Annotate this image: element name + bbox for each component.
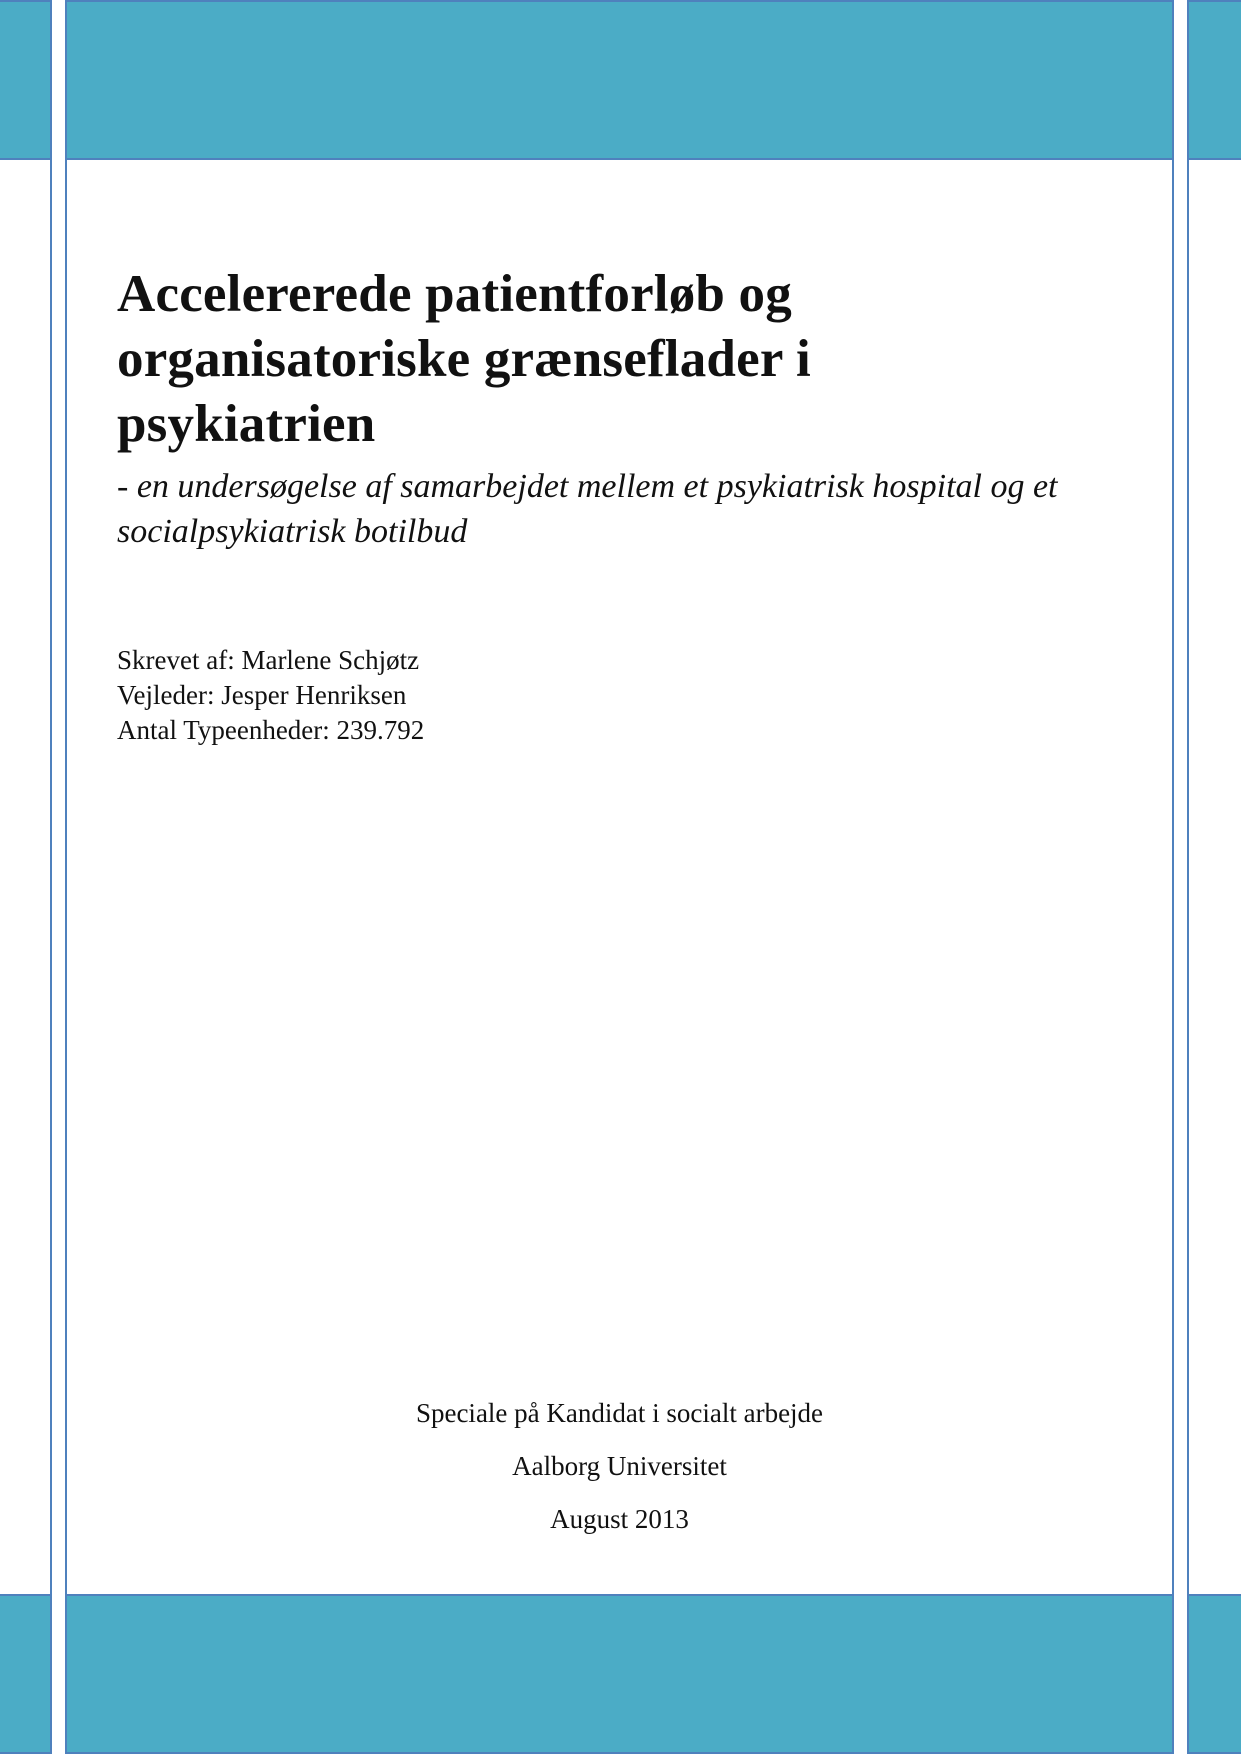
main-frame-left-line (65, 160, 67, 1594)
title-line: Accelererede patientforløb og (117, 265, 792, 323)
date-line: August 2013 (550, 1504, 689, 1534)
right-bottom-band (1187, 1594, 1241, 1754)
title-line: psykiatrien (117, 395, 376, 453)
right-top-band (1187, 0, 1241, 160)
left-bottom-band (0, 1594, 52, 1754)
character-count-line: Antal Typeenheder: 239.792 (117, 715, 425, 745)
university-line: Aalborg Universitet (512, 1451, 727, 1481)
main-frame-right-line (1172, 160, 1174, 1594)
subtitle-line: - en undersøgelse af samarbejdet mellem et psykiatrisk hospital og et (117, 468, 1058, 505)
document-title (117, 262, 1077, 457)
supervisor-line: Vejleder: Jesper Henriksen (117, 680, 407, 710)
author-line: Skrevet af: Marlene Schjøtz (117, 645, 420, 675)
title-line: organisatoriske grænseflader i (117, 330, 811, 388)
right-frame-line (1187, 160, 1189, 1594)
left-frame-line (50, 160, 52, 1594)
institution-info (65, 1393, 1174, 1552)
author-info (117, 643, 424, 748)
footer-band (65, 1594, 1174, 1754)
left-top-band (0, 0, 52, 160)
subtitle-line: socialpsykiatrisk botilbud (117, 513, 468, 550)
document-subtitle (117, 464, 1097, 554)
program-line: Speciale på Kandidat i socialt arbejde (415, 1398, 824, 1428)
header-band (65, 0, 1174, 160)
